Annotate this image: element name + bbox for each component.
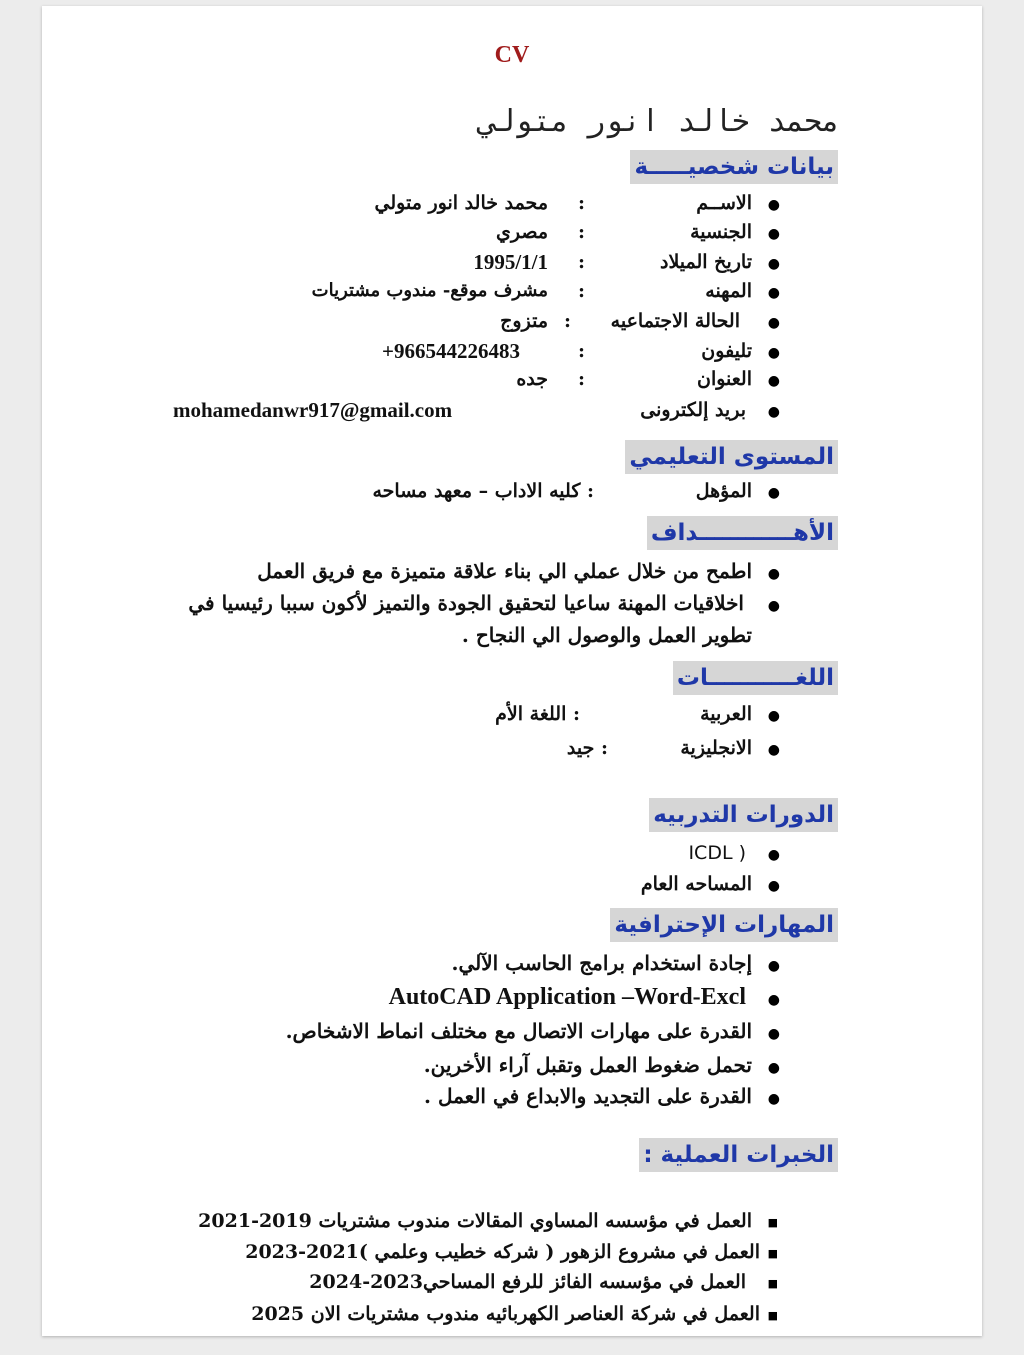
personal-value-email: mohamedanwr917@gmail.com [173,398,453,422]
personal-label-address: العنوان [696,368,752,390]
bullet-icon: ● [767,373,780,389]
colon: : [578,340,586,362]
personal-label-marital: الحالة الاجتماعيه [610,310,740,332]
colon: : [578,280,586,302]
bullet-icon: ● [767,315,780,331]
experience-item: العمل في مؤسسه المساوي المقالات مندوب مشتريات 2019-2021 [198,1210,752,1232]
language-value-arabic: : اللغة الأم [495,703,580,725]
personal-label-birthdate: تاريخ الميلاد [659,251,752,273]
personal-value-phone: +966544226483 [382,339,520,363]
course-item: المساحه العام [640,873,752,895]
experience-item: العمل في مشروع الزهور ( شركه خطيب وعلمي )2021-2023 [245,1241,760,1263]
skill-item: تحمل ضغوط العمل وتقبل آراء الأخرين. [423,1053,752,1077]
goals-heading: الأهــــــــــــداف [647,516,838,550]
bullet-icon: ● [767,598,780,614]
goal-item-continued: تطوير العمل والوصول الي النجاح . [461,623,752,647]
colon: : [578,221,586,243]
language-label-arabic: العربية [700,703,752,725]
languages-heading: اللغـــــــــــات [673,661,838,695]
bullet-icon: ● [767,226,780,242]
skill-item: القدرة على مهارات الاتصال مع مختلف انماط الاشخاص. [285,1019,752,1043]
language-label-english: الانجليزية [680,737,752,759]
bullet-icon: ● [767,485,780,501]
personal-label-email: بريد إلكترونى [640,399,746,421]
cv-page [42,6,982,1336]
education-label: المؤهل [695,480,752,502]
bullet-icon: ● [767,197,780,213]
bullet-icon: ● [767,1091,780,1107]
bullet-icon: ● [767,992,780,1008]
personal-label-nationality: الجنسية [690,221,752,243]
personal-label-name: الاســم [696,192,752,214]
bullet-icon: ● [767,1060,780,1076]
square-bullet-icon: ■ [767,1309,778,1322]
personal-value-profession: مشرف موقع- مندوب مشتريات [311,280,548,301]
experience-item: العمل في شركة العناصر الكهربائيه مندوب مشتريات الان 2025 [251,1303,760,1325]
personal-value-birthdate: 1995/1/1 [473,250,548,274]
bullet-icon: ● [767,847,780,863]
education-heading: المستوى التعليمي [625,440,838,474]
cv-title: CV [494,42,530,68]
bullet-icon: ● [767,566,780,582]
personal-value-nationality: مصري [495,221,548,243]
bullet-icon: ● [767,256,780,272]
skill-item: إجادة استخدام برامج الحاسب الآلي. [451,951,752,975]
bullet-icon: ● [767,742,780,758]
personal-value-address: جده [516,368,548,390]
bullet-icon: ● [767,708,780,724]
education-value: : كليه الاداب – معهد مساحه [372,480,594,502]
experience-item: العمل في مؤسسه الفائز للرفع المساحي2023-2024 [309,1271,746,1293]
personal-value-name: محمد خالد انور متولي [374,192,548,214]
colon: : [578,368,586,390]
skill-item: AutoCAD Application –Word-Excl [388,984,746,1010]
personal-label-profession: المهنه [705,280,752,302]
square-bullet-icon: ■ [767,1247,778,1260]
courses-heading: الدورات التدربيه [649,798,838,832]
skill-item: القدرة على التجديد والابداع في العمل . [424,1084,752,1108]
square-bullet-icon: ■ [767,1216,778,1229]
bullet-icon: ● [767,345,780,361]
goal-item: اطمح من خلال عملي الي بناء علاقة متميزة مع فريق العمل [257,559,752,583]
bullet-icon: ● [767,878,780,894]
bullet-icon: ● [767,285,780,301]
language-value-english: : جيد [566,737,608,759]
colon: : [564,310,572,332]
bullet-icon: ● [767,1026,780,1042]
personal-heading: بيانات شخصيـــــة [630,150,838,184]
goal-item: اخلاقيات المهنة ساعيا لتحقيق الجودة والتميز لأكون سببا رئيسيا في [188,591,744,615]
full-name: محمد خالد انور متولي [478,104,840,139]
bullet-icon: ● [767,404,780,420]
course-item: ICDL ) [688,842,746,864]
personal-value-marital: متزوج [500,310,548,332]
square-bullet-icon: ■ [767,1277,778,1290]
bullet-icon: ● [767,958,780,974]
colon: : [578,192,586,214]
colon: : [578,251,586,273]
personal-label-phone: تليفون [701,340,752,362]
experience-heading: الخبرات العملية : [639,1138,838,1172]
skills-heading: المهارات الإحترافية [610,908,838,942]
